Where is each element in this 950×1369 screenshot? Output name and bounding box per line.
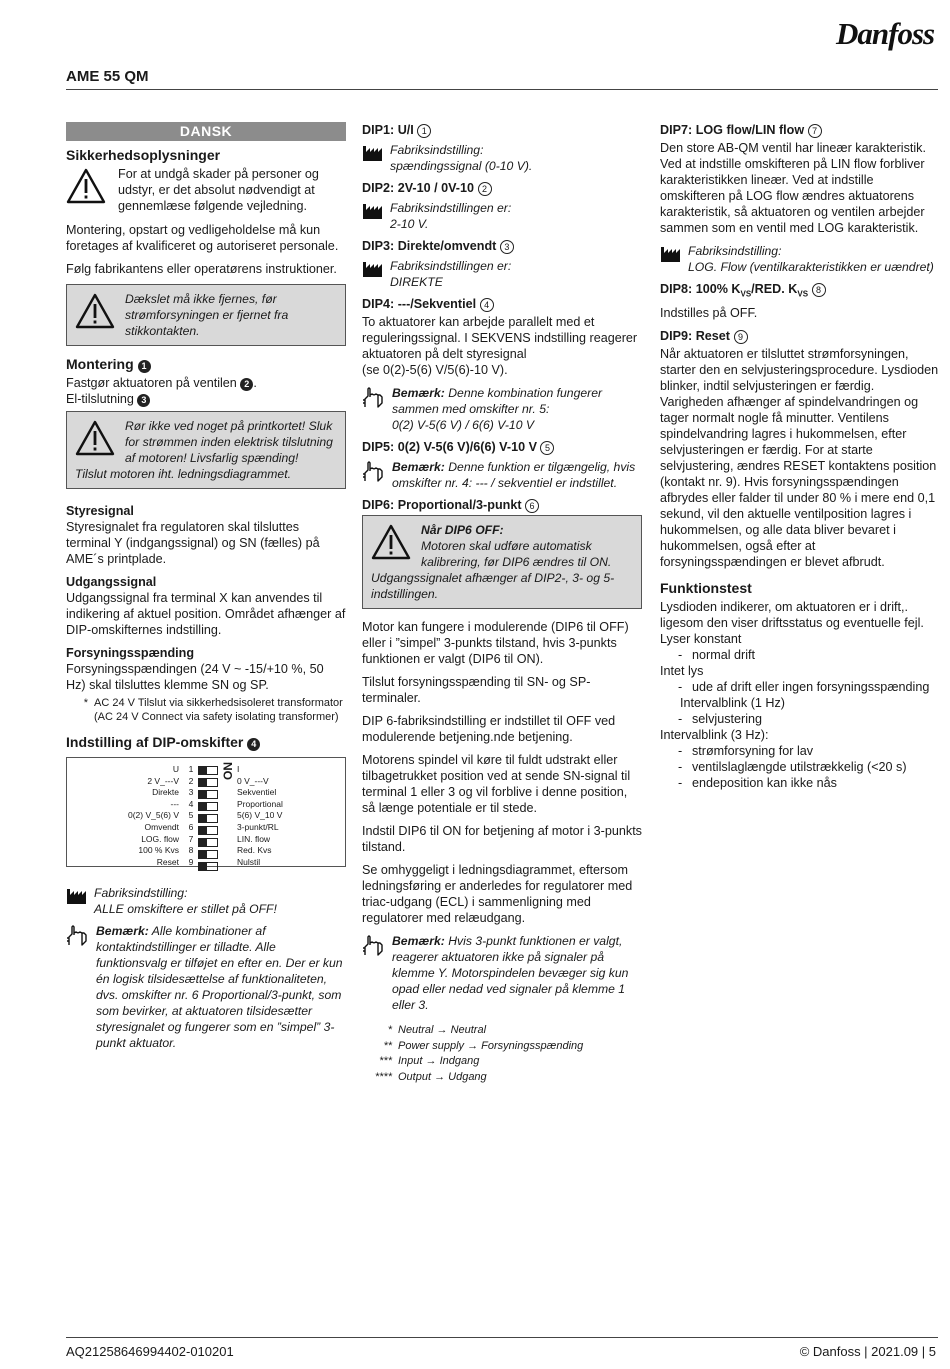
dip-left-label: 0(2) V_5(6) V	[127, 810, 179, 821]
dip3-heading	[362, 238, 642, 254]
dip-switch	[198, 826, 218, 835]
remark-text: Alle kombinationer af kontaktindstillinger er tilladte. Alle funktionsvalg er tilføjet en efter en. Der er kun én logisk tilsidesættelse af funktionaliteten, dvs. omskifter nr. 6 Proportional/3-punkt, som som bevirker, at aktuatoren tilsidesætter styresignalet og fungerer som en ”simpel” 3-punkt aktuator.	[96, 924, 343, 1050]
led-item-text: strømforsyning for lav	[692, 743, 814, 758]
dip4-heading-text: DIP4: ---/Sekventiel	[362, 297, 477, 311]
factory-icon	[362, 142, 384, 174]
dip2-heading-text: DIP2: 2V-10 / 0V-10	[362, 181, 475, 195]
dip4-remark	[362, 385, 642, 433]
dip9-text: Når aktuatoren er tilsluttet strømforsyningen, starter den en selvjusteringsprocedure. Lysdioden blinker, indtil selvjusteringen er færdig. Varigheden afhænger af spindelvandringen og tager normalt nogle få minutter. Ventilens spindelvandring lagres i hukommelsen, efter selvjusteringen er færdig. For at starte selvjustering, ændres RESET kontaktens position (kontakt nr. 9). Hvis forsyningsspændingen afbrydes eller falder til under 80 % i mere end 0,1 sekund, vil den aktuelle ventilposition lagres i hukommelsen, og alle data bliver bevaret i hukommelsen, også efter at forsyningsspændingen er blevet afbrudt.	[660, 346, 939, 569]
dip-left-label: LOG. flow	[141, 833, 179, 844]
supply-note-2: (AC 24 V Connect via safety isolating transformer)	[94, 711, 339, 723]
figure-ref-4: 4	[247, 738, 260, 751]
dip-settings-heading-text: Indstilling af DIP-omskifter	[66, 734, 244, 750]
dip9-number: 9	[734, 330, 748, 344]
supply-text: Forsyningsspændingen (24 V ~ -15/+10 %, 50 Hz) skal tilsluttes klemme SN og SP.	[66, 662, 324, 692]
dip7-heading-text: DIP7: LOG flow/LIN flow	[660, 123, 805, 137]
copyright-page: © Danfoss | 2021.09 | 5	[799, 1344, 936, 1359]
dip6-warning-box	[362, 515, 642, 609]
dip7-factory	[660, 243, 940, 275]
dip5-heading-text: DIP5: 0(2) V-5(6 V)/6(6) V-10 V	[362, 440, 537, 454]
figure-ref-2: 2	[240, 378, 253, 391]
dip6-paragraph-1: Motor kan fungere i modulerende (DIP6 til OFF) eller i ”simpel” 3-punkts tilstand, hvis 3-punkts funktionen er valgt (DIP6 til ON).	[362, 620, 629, 666]
dip-switch-block	[198, 764, 218, 874]
legend-mark: ***	[379, 1055, 392, 1067]
mounting-line-1-text: Fastgør aktuatoren på ventilen	[66, 376, 237, 390]
dip-on-label: ON	[221, 762, 235, 780]
dip-right-label: 3-punkt/RL	[237, 821, 279, 832]
dip6-paragraph-5: Indstil DIP6 til ON for betjening af motor i 3-punkts tilstand.	[362, 824, 642, 854]
dip3-factory-label: Fabriksindstillingen er:	[390, 259, 512, 273]
legend-text: Neutral → Neutral	[398, 1024, 487, 1036]
dip5-remark-text: Denne funktion er tilgængelig, hvis omskifter nr. 4: --- / sekventiel er indstillet.	[392, 460, 636, 490]
dip6-warning-last: Udgangssignalet afhænger af DIP2-, 3- og 5-indstillingen.	[371, 571, 615, 601]
dip-number: 4	[188, 798, 194, 809]
mounting-line-1: Fastgør aktuatoren på ventilen 2 .	[66, 376, 257, 390]
dip-left-label: 100 % Kvs	[138, 845, 179, 856]
dip-number: 3	[188, 787, 194, 798]
document-code: AQ21258646994402-010201	[66, 1344, 234, 1359]
dip-numbers	[187, 764, 195, 868]
dip8-heading-text: DIP8: 100% K	[660, 282, 741, 296]
dip-number: 6	[188, 821, 194, 832]
dip1-factory	[362, 142, 642, 174]
blink-3hz-item: - ventilslaglængde utilstrækkelig (<20 s)	[678, 759, 907, 774]
dip7-factory-label: Fabriksindstilling:	[688, 244, 782, 258]
dip5-heading	[362, 439, 642, 455]
three-point-remark	[362, 933, 642, 1013]
legend-text: Input → Indgang	[398, 1055, 480, 1067]
warning-icon	[371, 522, 411, 570]
dip-right-labels	[237, 764, 283, 868]
dip-switch	[198, 862, 218, 871]
column-1	[66, 122, 346, 1057]
dip1-heading	[362, 122, 642, 138]
electrical-warning-last: Tilslut motoren iht. ledningsdiagrammet.	[75, 467, 291, 481]
blink-3hz-item: - strømforsyning for lav	[678, 743, 814, 758]
dip-number: 9	[188, 856, 194, 867]
dip-settings-heading	[66, 734, 346, 751]
mounting-line-2	[66, 391, 346, 407]
dip7-factory-value: LOG. Flow (ventilkarakteristikken er uændret)	[688, 260, 934, 274]
dip1-number: 1	[417, 124, 431, 138]
factory-icon	[66, 885, 88, 917]
dip2-factory	[362, 200, 642, 232]
dip-right-label: 5(6) V_10 V	[237, 810, 283, 821]
dip-left-label: U	[172, 764, 179, 774]
hand-pointer-icon	[362, 385, 386, 433]
led-constant-label: Lyser konstant	[660, 631, 742, 646]
dip6-paragraph-2: Tilslut forsyningsspænding til SN- og SP-terminaler.	[362, 675, 591, 705]
dip6-warning-title: Når DIP6 OFF:	[421, 523, 504, 537]
dip7-number: 7	[808, 124, 822, 138]
header-divider	[66, 89, 938, 90]
cover-warning-text: Dækslet må ikke fjernes, før strømforsyningen er fjernet fra stikkontakten.	[125, 292, 289, 338]
hand-pointer-icon	[362, 459, 386, 491]
blink-3hz-item: - endeposition kan ikke nås	[678, 775, 837, 790]
column-2	[362, 122, 642, 1085]
dip-right-label: Nulstil	[237, 856, 261, 867]
dip2-number: 2	[478, 182, 492, 196]
dip4-remark-text: Denne kombination fungerer sammen med omskifter nr. 5:	[392, 386, 603, 416]
dip1-heading-text: DIP1: U/I	[362, 123, 414, 137]
dip4-remark-text-2: 0(2) V-5(6 V) / 6(6) V-10 V	[392, 418, 535, 432]
dip5-remark	[362, 459, 642, 491]
dip-switch	[198, 850, 218, 859]
footer-divider	[66, 1337, 938, 1338]
led-item-text: normal drift	[692, 647, 755, 662]
dip6-heading-text: DIP6: Proportional/3-punkt	[362, 498, 522, 512]
dip5-remark-label: Bemærk:	[392, 460, 445, 474]
legend-mark: ****	[374, 1070, 392, 1083]
led-item-text: ude af drift eller ingen forsyningsspænding	[692, 679, 930, 694]
dip7-text: Den store AB-QM ventil har lineær karakteristik. Ved at indstille omskifteren på LIN flow forbliver karakteristikken lineær. Ved at indstille omskifteren på LOG flow ændres aktuatorens karakteristik, så aktuatoren og ventilen arbejder sammen som en ventil med LOG karakteristik.	[660, 141, 926, 235]
dip-switch	[198, 838, 218, 847]
mounting-heading	[66, 356, 346, 373]
legend-mark: **	[383, 1039, 392, 1052]
led-item-text: selvjustering	[692, 711, 762, 726]
dip-left-label: Omvendt	[144, 821, 179, 832]
dip6-number: 6	[525, 499, 539, 513]
supply-note-1: AC 24 V Tilslut via sikkerhedsisoleret transformator	[94, 697, 343, 709]
dip-right-label: Sekventiel	[237, 787, 277, 798]
dip-right-label: 0 V_---V	[237, 775, 269, 786]
led-constant-item: - normal drift	[678, 647, 755, 662]
dip-number: 8	[188, 845, 194, 856]
dip5-number: 5	[540, 441, 554, 455]
hand-pointer-icon	[66, 923, 90, 1051]
factory-setting-note	[66, 885, 346, 917]
safety-intro-block	[66, 166, 346, 214]
factory-label: Fabriksindstilling:	[94, 886, 188, 900]
blink-1hz-item: - selvjustering	[678, 711, 762, 726]
safety-paragraph-1: Montering, opstart og vedligeholdelse må kun foretages af kvalificeret og autoriseret personale.	[66, 223, 339, 253]
figure-ref-3: 3	[137, 394, 150, 407]
mounting-heading-text: Montering	[66, 356, 134, 372]
control-signal-heading: Styresignal	[66, 504, 134, 518]
function-test-heading: Funktionstest	[660, 579, 752, 596]
blink-3hz-label: Intervalblink (3 Hz):	[660, 727, 769, 742]
dip4-number: 4	[480, 298, 494, 312]
supply-footnote	[66, 696, 346, 724]
dip-switch	[198, 778, 218, 787]
led-item-text: endeposition kan ikke nås	[692, 775, 837, 790]
dip1-factory-value: spændingssignal (0-10 V).	[390, 159, 533, 173]
terminal-legend	[362, 1023, 642, 1085]
dip4-text: To aktuatorer kan arbejde parallelt med et reguleringssignal. I SEKVENS indstilling reagerer aktuatoren på delt styresignal	[362, 315, 638, 361]
electrical-warning-box	[66, 411, 346, 489]
cover-warning-box	[66, 284, 346, 346]
dip9-heading-text: DIP9: Reset	[660, 328, 730, 343]
dip-right-label: Red. Kvs	[237, 845, 272, 856]
dip-right-label: Proportional	[237, 798, 283, 809]
dip6-paragraph-4: Motorens spindel vil køre til fuldt udstrakt eller tilbagetrukket position ved at sende SN-signal til terminal 1 eller 3 og vil forblive i denne position, så længe potentiale er til stede.	[362, 753, 631, 815]
dip2-heading	[362, 180, 642, 196]
dip8-heading-text-2: /RED. K	[751, 282, 798, 296]
dip3-factory-value: DIREKTE	[390, 275, 443, 289]
dip-switch-diagram	[66, 757, 346, 867]
dip-number: 2	[188, 775, 194, 786]
dip-number: 5	[188, 810, 194, 821]
dip-right-label: LIN. flow	[237, 833, 271, 844]
dip6-paragraph-6: Se omhyggeligt i ledningsdiagrammet, eftersom ledningsføring er anderledes for regulatorer med triac-udgang (ECL) i sammenligning med regulatorer med relæudgang.	[362, 863, 633, 925]
dip-left-label: 2 V_---V	[147, 775, 179, 786]
dip8-text: Indstilles på OFF.	[660, 305, 758, 320]
factory-text: ALLE omskiftere er stillet på OFF!	[94, 902, 277, 916]
three-point-remark-text: Hvis 3-punkt funktionen er valgt, reagerer aktuatoren ikke på signaler på klemme Y. Motorspindelen bevæger sig kun opad eller nedad ved signaler på klemme 1 eller 3.	[392, 934, 629, 1012]
dip-number: 7	[188, 833, 194, 844]
legend-text: Power supply → Forsyningsspænding	[398, 1039, 584, 1052]
dip-left-labels	[71, 764, 179, 868]
dip7-heading	[660, 122, 940, 138]
led-item-text: ventilslaglængde utilstrækkelig (<20 s)	[692, 759, 907, 774]
electrical-warning-text: Rør ikke ved noget på printkortet! Sluk for strømmen inden elektrisk tilslutning af motoren! Livsfarlig spænding!	[125, 419, 333, 465]
footnote-mark: *	[83, 697, 88, 709]
supply-heading: Forsyningsspænding	[66, 646, 195, 660]
warning-icon	[75, 418, 115, 466]
dip-switch	[198, 802, 218, 811]
product-title: AME 55 QM	[66, 68, 149, 85]
remark-label: Bemærk:	[96, 924, 149, 938]
dip-left-label: ---	[170, 798, 179, 809]
warning-icon	[66, 166, 106, 214]
factory-icon	[660, 243, 682, 275]
dip8-subscript-2: VS	[797, 289, 809, 299]
language-bar: DANSK	[66, 122, 346, 141]
control-signal-text: Styresignalet fra regulatoren skal tilsluttes terminal Y (indgangssignal) og SN (fælles) på AME´s printplade.	[66, 520, 320, 566]
dip-right-label: I	[237, 764, 240, 774]
danfoss-logo	[836, 14, 936, 60]
factory-icon	[362, 200, 384, 232]
dip-switch	[198, 814, 218, 823]
dip1-factory-label: Fabriksindstilling:	[390, 143, 484, 157]
dip8-heading	[660, 281, 940, 303]
dip8-number: 8	[812, 283, 826, 297]
led-off-label: Intet lys	[660, 663, 704, 678]
three-point-remark-label: Bemærk:	[392, 934, 445, 948]
output-signal-text: Udgangssignal fra terminal X kan anvendes til indikering af aktuel position. Området afhænger af DIP-omskifternes indstilling.	[66, 591, 346, 637]
logo-text: Danfoss	[836, 16, 935, 51]
dip2-factory-value: 2-10 V.	[390, 217, 429, 231]
output-signal-heading: Udgangssignal	[66, 575, 157, 589]
dip3-heading-text: DIP3: Direkte/omvendt	[362, 239, 497, 253]
warning-icon	[75, 291, 115, 339]
factory-icon	[362, 258, 384, 290]
dip-left-label: Direkte	[152, 787, 179, 798]
dip4-text-2: (se 0(2)-5(6) V/5(6)-10 V).	[362, 363, 508, 377]
dip2-factory-label: Fabriksindstillingen er:	[390, 201, 512, 215]
blink-1hz-label: Intervalblink (1 Hz)	[680, 695, 785, 710]
dip3-factory	[362, 258, 642, 290]
dip-switch	[198, 790, 218, 799]
dip8-subscript: VS	[740, 289, 752, 299]
dip6-warning-text: Motoren skal udføre automatisk kalibrering, før DIP6 ændres til ON.	[421, 539, 612, 569]
dip-number: 1	[188, 764, 194, 774]
safety-heading: Sikkerhedsoplysninger	[66, 147, 221, 163]
function-test-text: Lysdioden indikerer, om aktuatoren er i drift,. ligesom den viser driftsstatus og eventuelle fejl.	[660, 599, 924, 630]
dip9-heading	[660, 328, 940, 344]
dip4-heading	[362, 296, 642, 312]
legend-mark: *	[387, 1024, 392, 1036]
mounting-line-2-text: El-tilslutning	[66, 392, 134, 406]
legend-text: Output → Udgang	[398, 1070, 487, 1083]
dip-left-label: Reset	[156, 856, 179, 867]
dip6-paragraph-3: DIP 6-fabriksindstilling er indstillet til OFF ved modulerende betjening.nde betjening.	[362, 714, 616, 744]
remark-note	[66, 923, 346, 1051]
figure-ref-1: 1	[138, 360, 151, 373]
dip3-number: 3	[500, 240, 514, 254]
safety-paragraph-2: Følg fabrikantens eller operatørens instruktioner.	[66, 262, 337, 276]
dip6-heading	[362, 497, 642, 513]
safety-intro-text: For at undgå skader på personer og udstyr, er det absolut nødvendigt at gennemlæse følgende vejledning.	[118, 167, 319, 213]
dip4-remark-label: Bemærk:	[392, 386, 445, 400]
hand-pointer-icon	[362, 933, 386, 1013]
dip-switch	[198, 766, 218, 775]
led-off-item: - ude af drift eller ingen forsyningsspænding	[678, 679, 930, 694]
column-3	[660, 122, 940, 791]
